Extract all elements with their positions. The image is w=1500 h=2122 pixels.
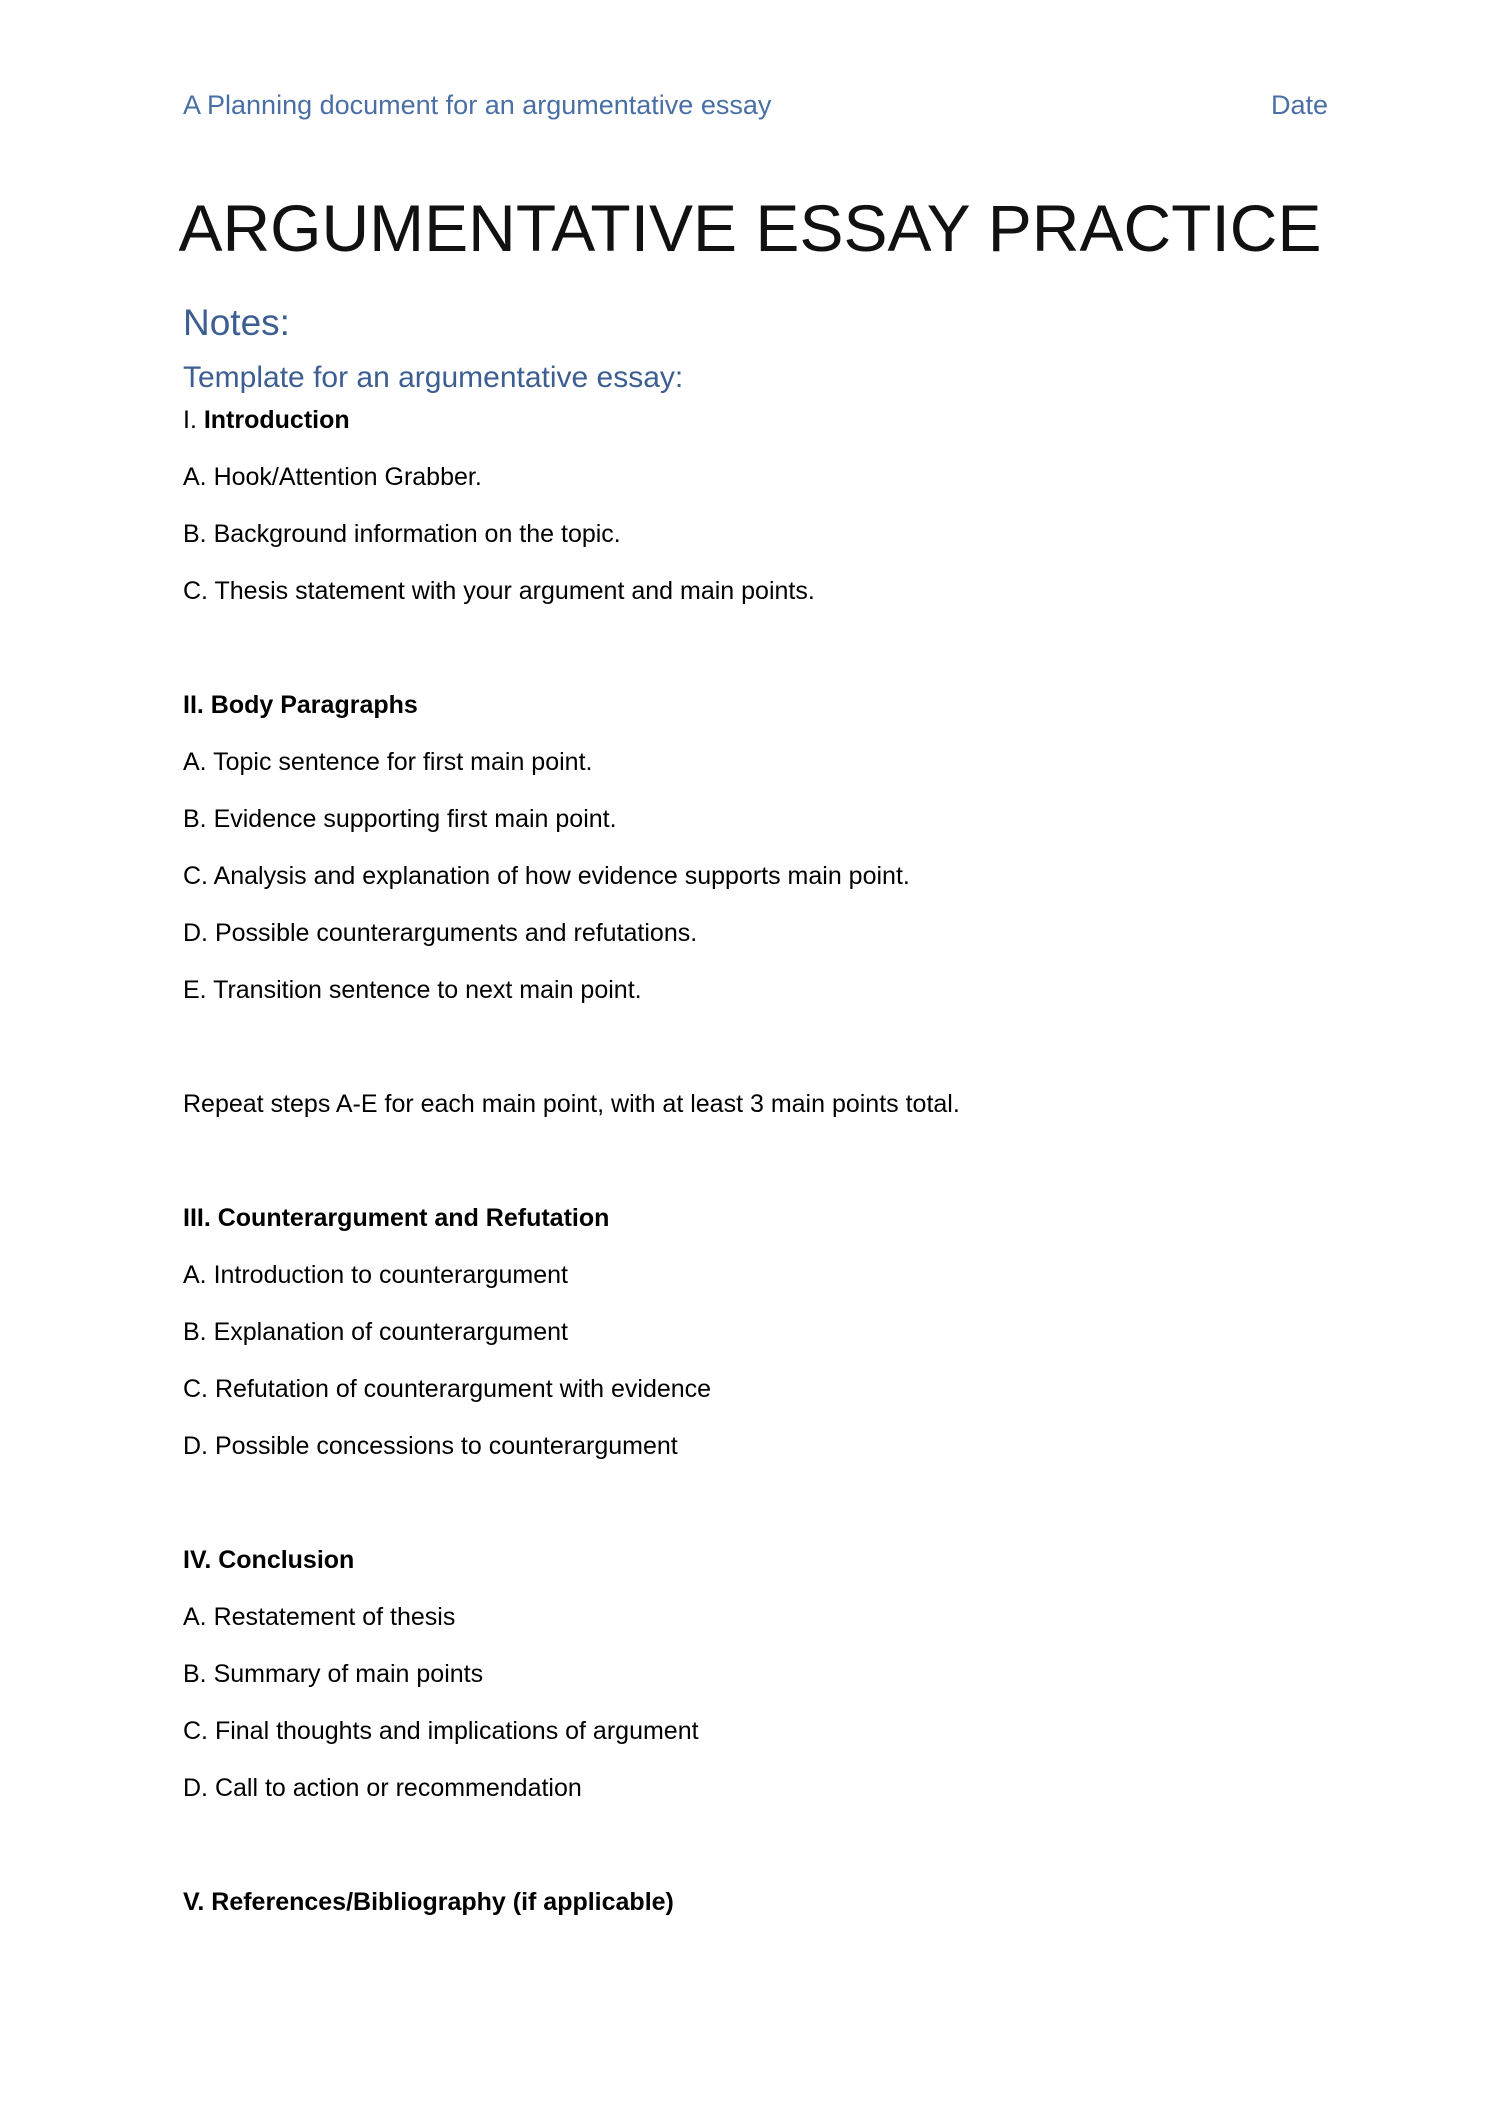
body-repeat-note: Repeat steps A-E for each main point, with at least 3 main points total. — [183, 1090, 960, 1118]
list-item: B. Explanation of counterargument — [183, 1318, 568, 1346]
page-title: ARGUMENTATIVE ESSAY PRACTICE — [178, 191, 1322, 265]
list-item: A. Topic sentence for first main point. — [183, 748, 593, 776]
template-heading: Template for an argumentative essay: — [183, 361, 684, 394]
list-item: A. Hook/Attention Grabber. — [183, 463, 482, 491]
list-item: C. Thesis statement with your argument and main points. — [183, 577, 815, 605]
section-intro-title: Introduction — [203, 406, 350, 434]
list-item: E. Transition sentence to next main point. — [183, 976, 642, 1004]
list-item: A. Restatement of thesis — [183, 1603, 456, 1631]
list-item: B. Evidence supporting first main point. — [183, 805, 617, 833]
list-item: D. Call to action or recommendation — [183, 1774, 582, 1802]
header-subtitle: A Planning document for an argumentative essay — [183, 90, 772, 120]
list-item: C. Refutation of counterargument with evidence — [183, 1375, 712, 1403]
notes-heading: Notes: — [183, 302, 290, 343]
section-intro-heading — [183, 403, 350, 437]
list-item: D. Possible concessions to counterargument — [183, 1432, 678, 1460]
section-references-heading: V. References/Bibliography (if applicable) — [183, 1888, 674, 1916]
section-intro-numeral: I. — [183, 406, 204, 434]
list-item: D. Possible counterarguments and refutations. — [183, 919, 698, 947]
list-item: B. Background information on the topic. — [183, 520, 621, 548]
header-date-label: Date — [1270, 90, 1328, 120]
section-conclusion-heading: IV. Conclusion — [183, 1546, 355, 1574]
list-item: B. Summary of main points — [183, 1660, 484, 1688]
section-counter-heading: III. Counterargument and Refutation — [183, 1204, 610, 1232]
list-item: C. Final thoughts and implications of argument — [183, 1717, 699, 1745]
list-item: A. Introduction to counterargument — [183, 1261, 568, 1289]
list-item: C. Analysis and explanation of how evidence supports main point. — [183, 862, 910, 890]
section-body-heading: II. Body Paragraphs — [183, 691, 418, 719]
